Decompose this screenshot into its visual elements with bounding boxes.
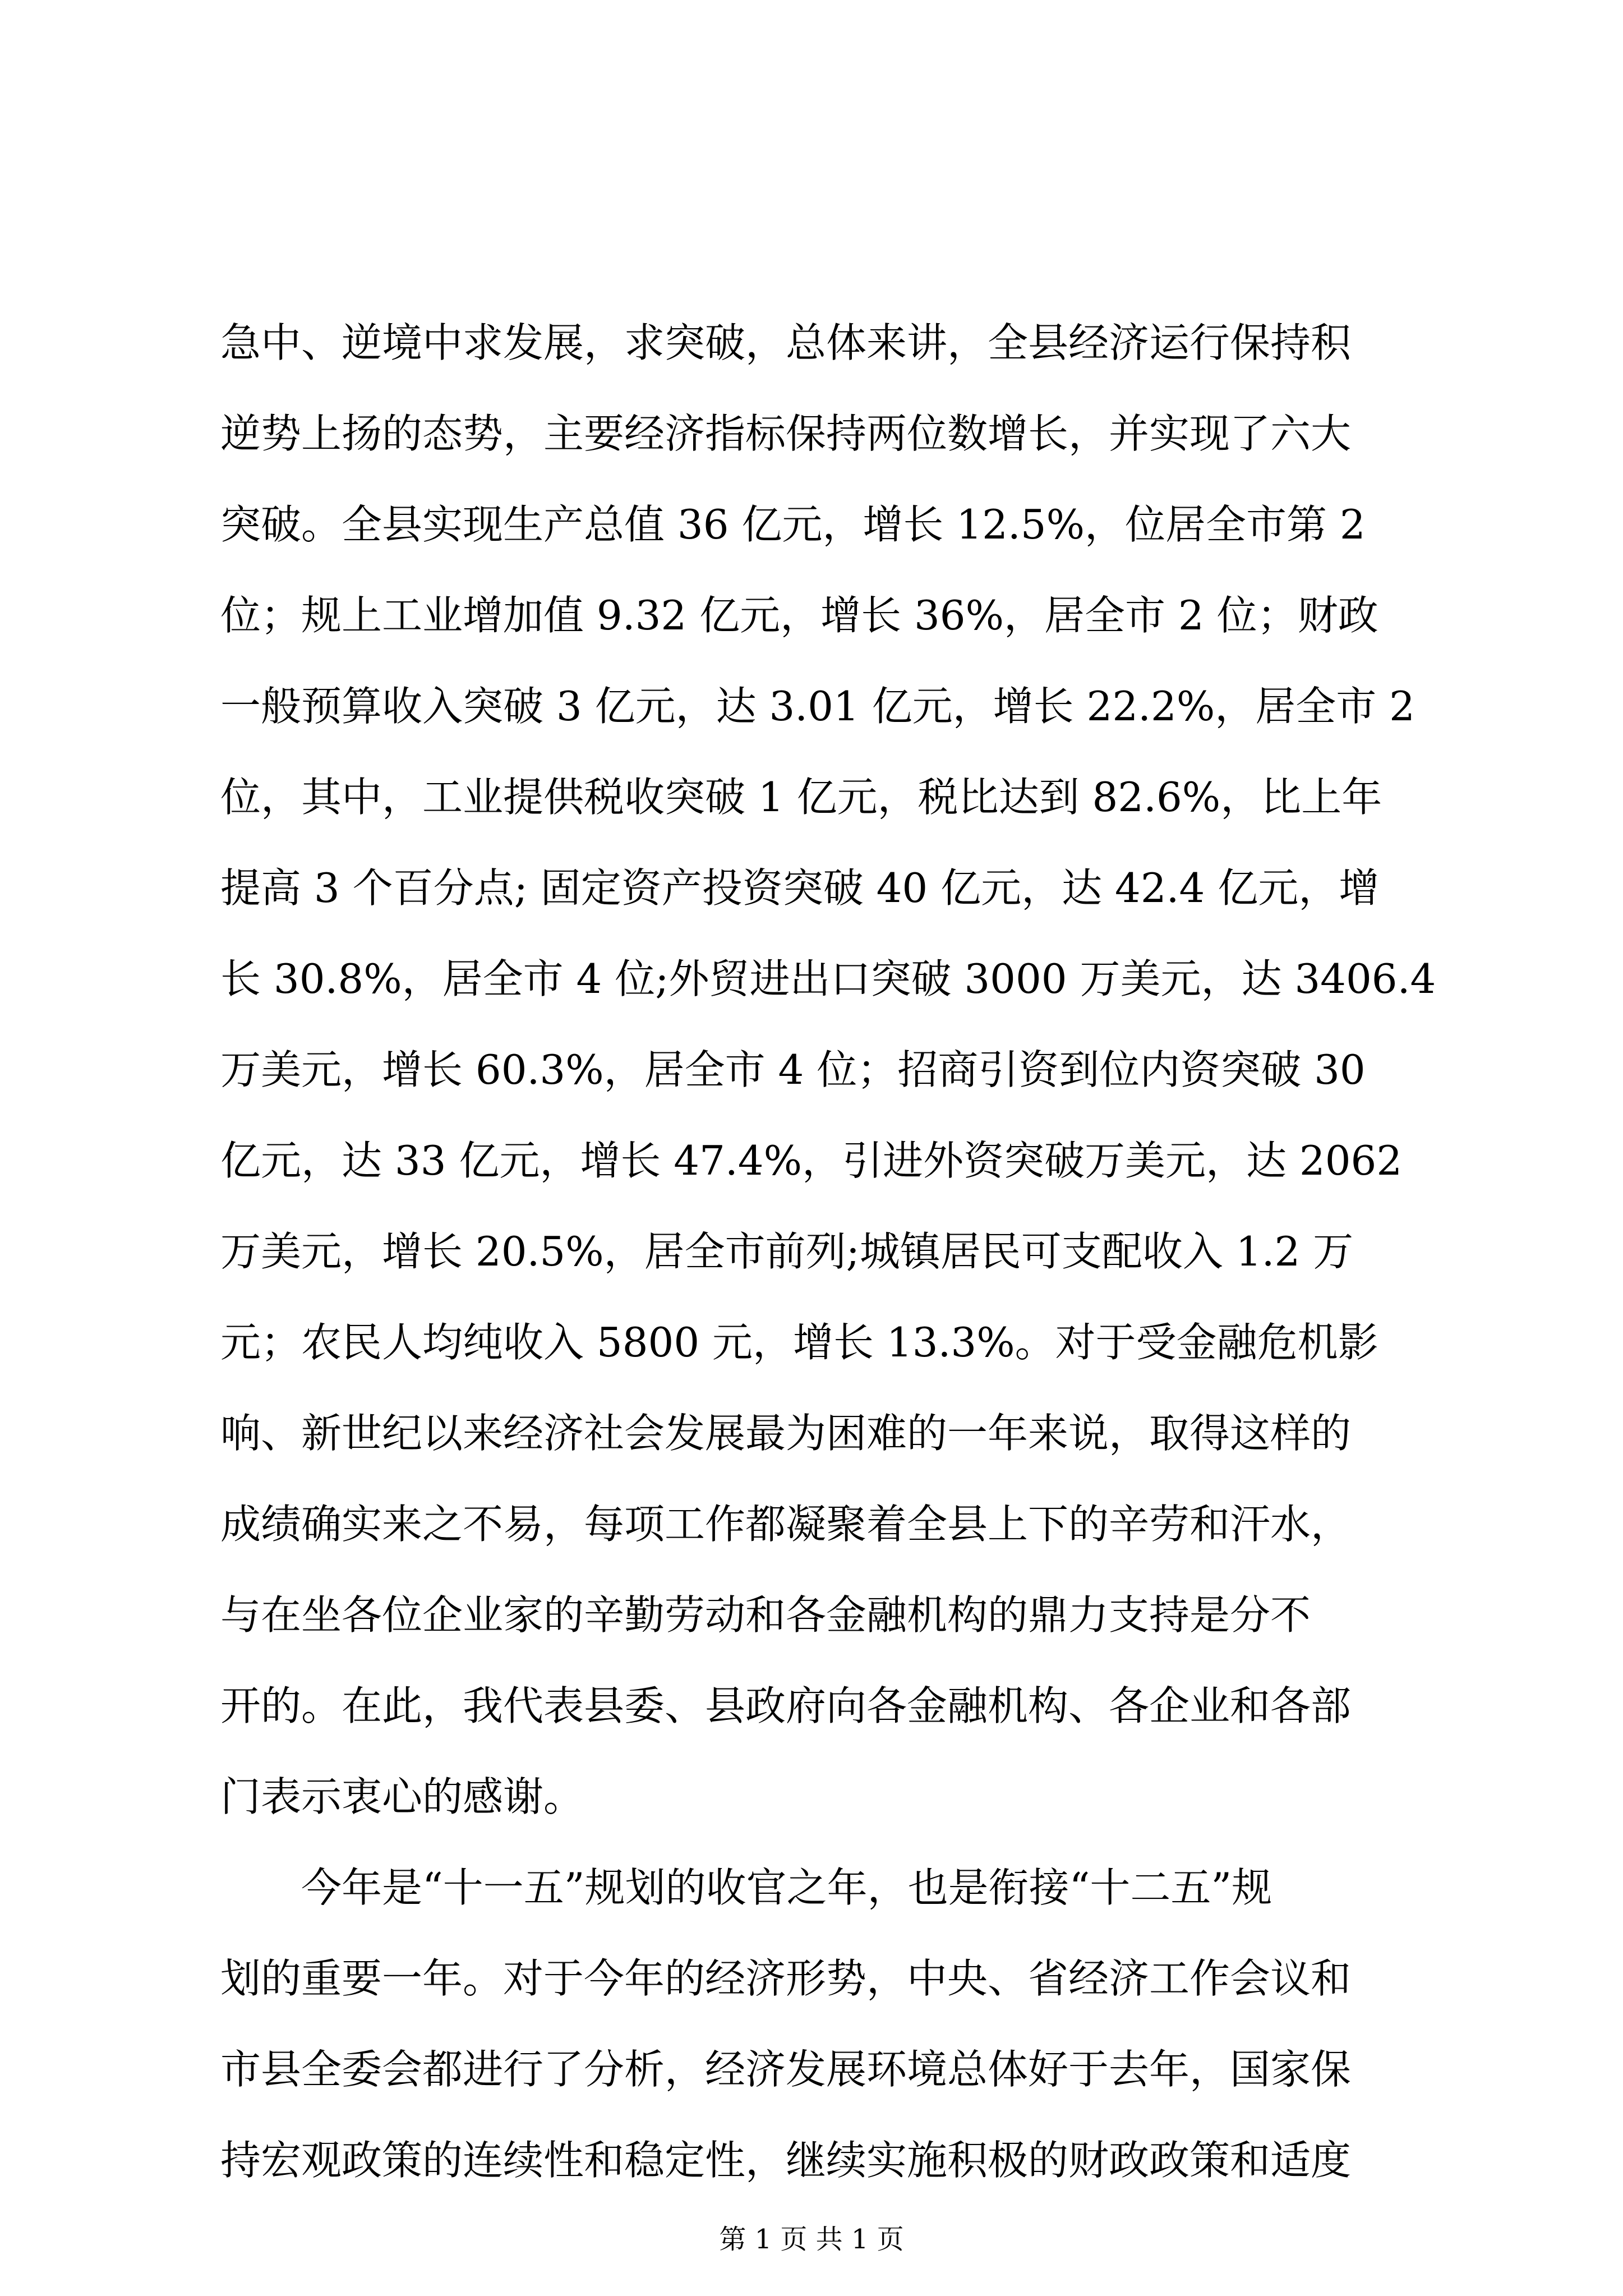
paragraph-first-line: 今年是“十一五”规划的收官之年，也是衔接“十二五”规 [301,1864,1272,1911]
paragraph-line: 成绩确实来之不易，每项工作都凝聚着全县上下的辛劳和汗水， [220,1501,1352,1548]
paragraph-line: 提高 3 个百分点; 固定资产投资突破 40 亿元，达 42.4 亿元，增 [220,864,1380,912]
paragraph-line: 逆势上扬的态势，主要经济指标保持两位数增长，并实现了六大 [220,410,1352,457]
paragraph-line: 元；农民人均纯收入 5800 元，增长 13.3%。对于受金融危机影 [220,1319,1378,1366]
paragraph-line: 万美元，增长 60.3%，居全市 4 位；招商引资到位内资突破 30 [220,1046,1366,1093]
paragraph-line: 与在坐各位企业家的辛勤劳动和各金融机构的鼎力支持是分不 [220,1591,1311,1639]
paragraph-line: 亿元，达 33 亿元，增长 47.4%，引进外资突破万美元，达 2062 [220,1137,1403,1184]
paragraph-line: 长 30.8%，居全市 4 位;外贸进出口突破 3000 万美元，达 3406.4 [220,955,1436,1002]
paragraph-line: 持宏观政策的连续性和稳定性，继续实施积极的财政政策和适度 [220,2137,1352,2184]
paragraph-line: 万美元，增长 20.5%，居全市前列;城镇居民可支配收入 1.2 万 [220,1228,1354,1275]
paragraph-line: 开的。在此，我代表县委、县政府向各金融机构、各企业和各部 [220,1682,1352,1729]
paragraph-line: 响、新世纪以来经济社会发展最为困难的一年来说，取得这样的 [220,1410,1352,1457]
paragraph-line: 突破。全县实现生产总值 36 亿元，增长 12.5%，位居全市第 2 [220,501,1366,548]
page-footer: 第 1 页 共 1 页 [719,2224,904,2255]
paragraph-line: 一般预算收入突破 3 亿元，达 3.01 亿元，增长 22.2%，居全市 2 [220,683,1415,730]
paragraph-line: 急中、逆境中求发展，求突破，总体来讲，全县经济运行保持积 [220,319,1352,366]
paragraph-line: 划的重要一年。对于今年的经济形势，中央、省经济工作会议和 [220,1955,1352,2002]
paragraph-line: 门表示衷心的感谢。 [220,1773,584,1820]
paragraph-line: 市县全委会都进行了分析，经济发展环境总体好于去年，国家保 [220,2046,1352,2093]
paragraph-line: 位；规上工业增加值 9.32 亿元，增长 36%，居全市 2 位；财政 [220,592,1378,639]
paragraph-line: 位，其中，工业提供税收突破 1 亿元，税比达到 82.6%，比上年 [220,774,1382,821]
